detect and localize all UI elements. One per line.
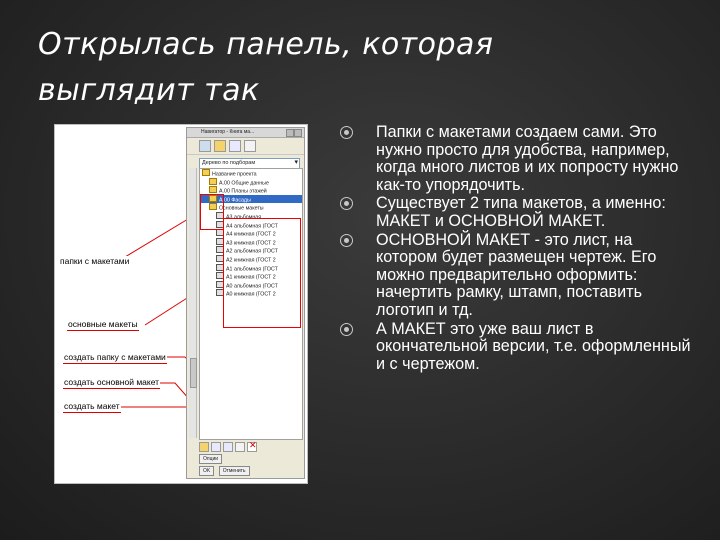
delete-icon[interactable]	[247, 442, 257, 452]
bullet-circle-icon	[340, 126, 353, 139]
bullet-text: Папки с макетами создаем сами. Это нужно просто для удобства, например, когда много листов и их попросту нужно как-то упорядочить.	[376, 123, 679, 194]
callout-create-folder: создать папку с макетами	[64, 352, 166, 362]
bullet-text: А МАКЕТ это уже ваш лист в окончательной версии, т.е. оформленный и с чертежом.	[376, 319, 691, 373]
callout-create-layout: создать макет	[64, 401, 120, 411]
bullet-item	[340, 232, 695, 320]
tree-item-label: A.00 Общие данные	[219, 180, 269, 187]
bullet-list	[340, 124, 695, 374]
dialog-buttons-row	[199, 466, 253, 475]
folder-icon	[209, 186, 217, 193]
tree-item[interactable]	[200, 178, 302, 187]
panel-title: Навигатор - Книга ма...	[201, 129, 255, 135]
scrollbar-thumb[interactable]	[190, 358, 197, 388]
navigator-panel	[186, 127, 305, 479]
bullet-item	[340, 124, 695, 194]
tree-item-label: A.00 Фасады	[219, 197, 251, 204]
tree-item-label: A3 альбомная	[226, 214, 262, 221]
panel-close-icon[interactable]	[294, 129, 302, 137]
new-main-layout-icon[interactable]	[211, 442, 221, 452]
bullet-circle-icon	[340, 197, 353, 210]
view-map-icon[interactable]	[214, 140, 226, 152]
tree-item-label: A2 книжная (ГОСТ 2	[226, 257, 276, 264]
panel-titlebar	[187, 128, 304, 138]
tree-item-label: A.00 Планы этажей	[219, 188, 267, 195]
tree-item-label: A1 альбомная (ГОСТ	[226, 266, 278, 273]
panel-scrollbar[interactable]	[189, 168, 197, 438]
bullet-circle-icon	[340, 323, 353, 336]
view-select[interactable]: Дерево по подборам ▾	[199, 158, 300, 169]
ok-button[interactable]: OK	[199, 466, 214, 476]
highlight-main-layouts-box	[223, 218, 301, 328]
tree-item-label: A0 альбомная (ГОСТ	[226, 283, 278, 290]
tree-item-label: A3 книжная (ГОСТ 2	[226, 240, 276, 247]
tree-item-label: A1 книжная (ГОСТ 2	[226, 274, 276, 281]
new-layout-icon[interactable]	[223, 442, 233, 452]
bullet-text: Существует 2 типа макетов, а именно: МАКЕТ и ОСНОВНОЙ МАКЕТ.	[376, 194, 666, 230]
highlight-folders-box	[200, 194, 224, 230]
tree-item-label: A4 альбомная (ГОСТ	[226, 223, 278, 230]
panel-minimize-icon[interactable]	[286, 129, 294, 137]
tree-item-label: A0 книжная (ГОСТ 2	[226, 291, 276, 298]
panel-toolbar	[187, 138, 304, 155]
bullet-item	[340, 195, 695, 230]
tree-item-label: A4 книжная (ГОСТ 2	[226, 231, 276, 238]
new-folder-icon[interactable]	[199, 442, 209, 452]
bullet-item	[340, 321, 695, 374]
bullet-text: ОСНОВНОЙ МАКЕТ - это лист, на котором будет размещен чертеж. Его можно предварительно оформить: начертить рамку, штамп, поставить логотип и тд.	[376, 230, 657, 319]
project-map-icon[interactable]	[199, 140, 211, 152]
callout-create-main: создать основной макет	[64, 377, 160, 387]
properties-icon[interactable]	[235, 442, 245, 452]
tree-item[interactable]	[200, 169, 302, 178]
tree-item-label: A2 альбомная (ГОСТ	[226, 248, 278, 255]
folder-icon	[202, 169, 210, 176]
tree-item-label: Название проекта	[212, 171, 257, 178]
tree-item-label: Основные макеты	[219, 205, 264, 212]
settings-button[interactable]: Опции	[199, 454, 222, 464]
slide-title	[38, 22, 598, 114]
layout-book-icon[interactable]	[229, 140, 241, 152]
settings-row	[199, 454, 225, 463]
slide-title-line-2: выглядит так	[38, 73, 260, 108]
callout-folders: папки с макетами	[60, 256, 130, 266]
slide-title-line-1: Открылась панель, которая	[38, 27, 494, 62]
navigator-screenshot	[54, 124, 308, 484]
bullet-circle-icon	[340, 234, 353, 247]
panel-bottom-toolbar	[199, 441, 299, 453]
folder-icon	[209, 178, 217, 185]
cancel-button[interactable]: Отменить	[219, 466, 250, 476]
callout-main-layouts: основные макеты	[68, 319, 138, 329]
publisher-icon[interactable]	[244, 140, 256, 152]
